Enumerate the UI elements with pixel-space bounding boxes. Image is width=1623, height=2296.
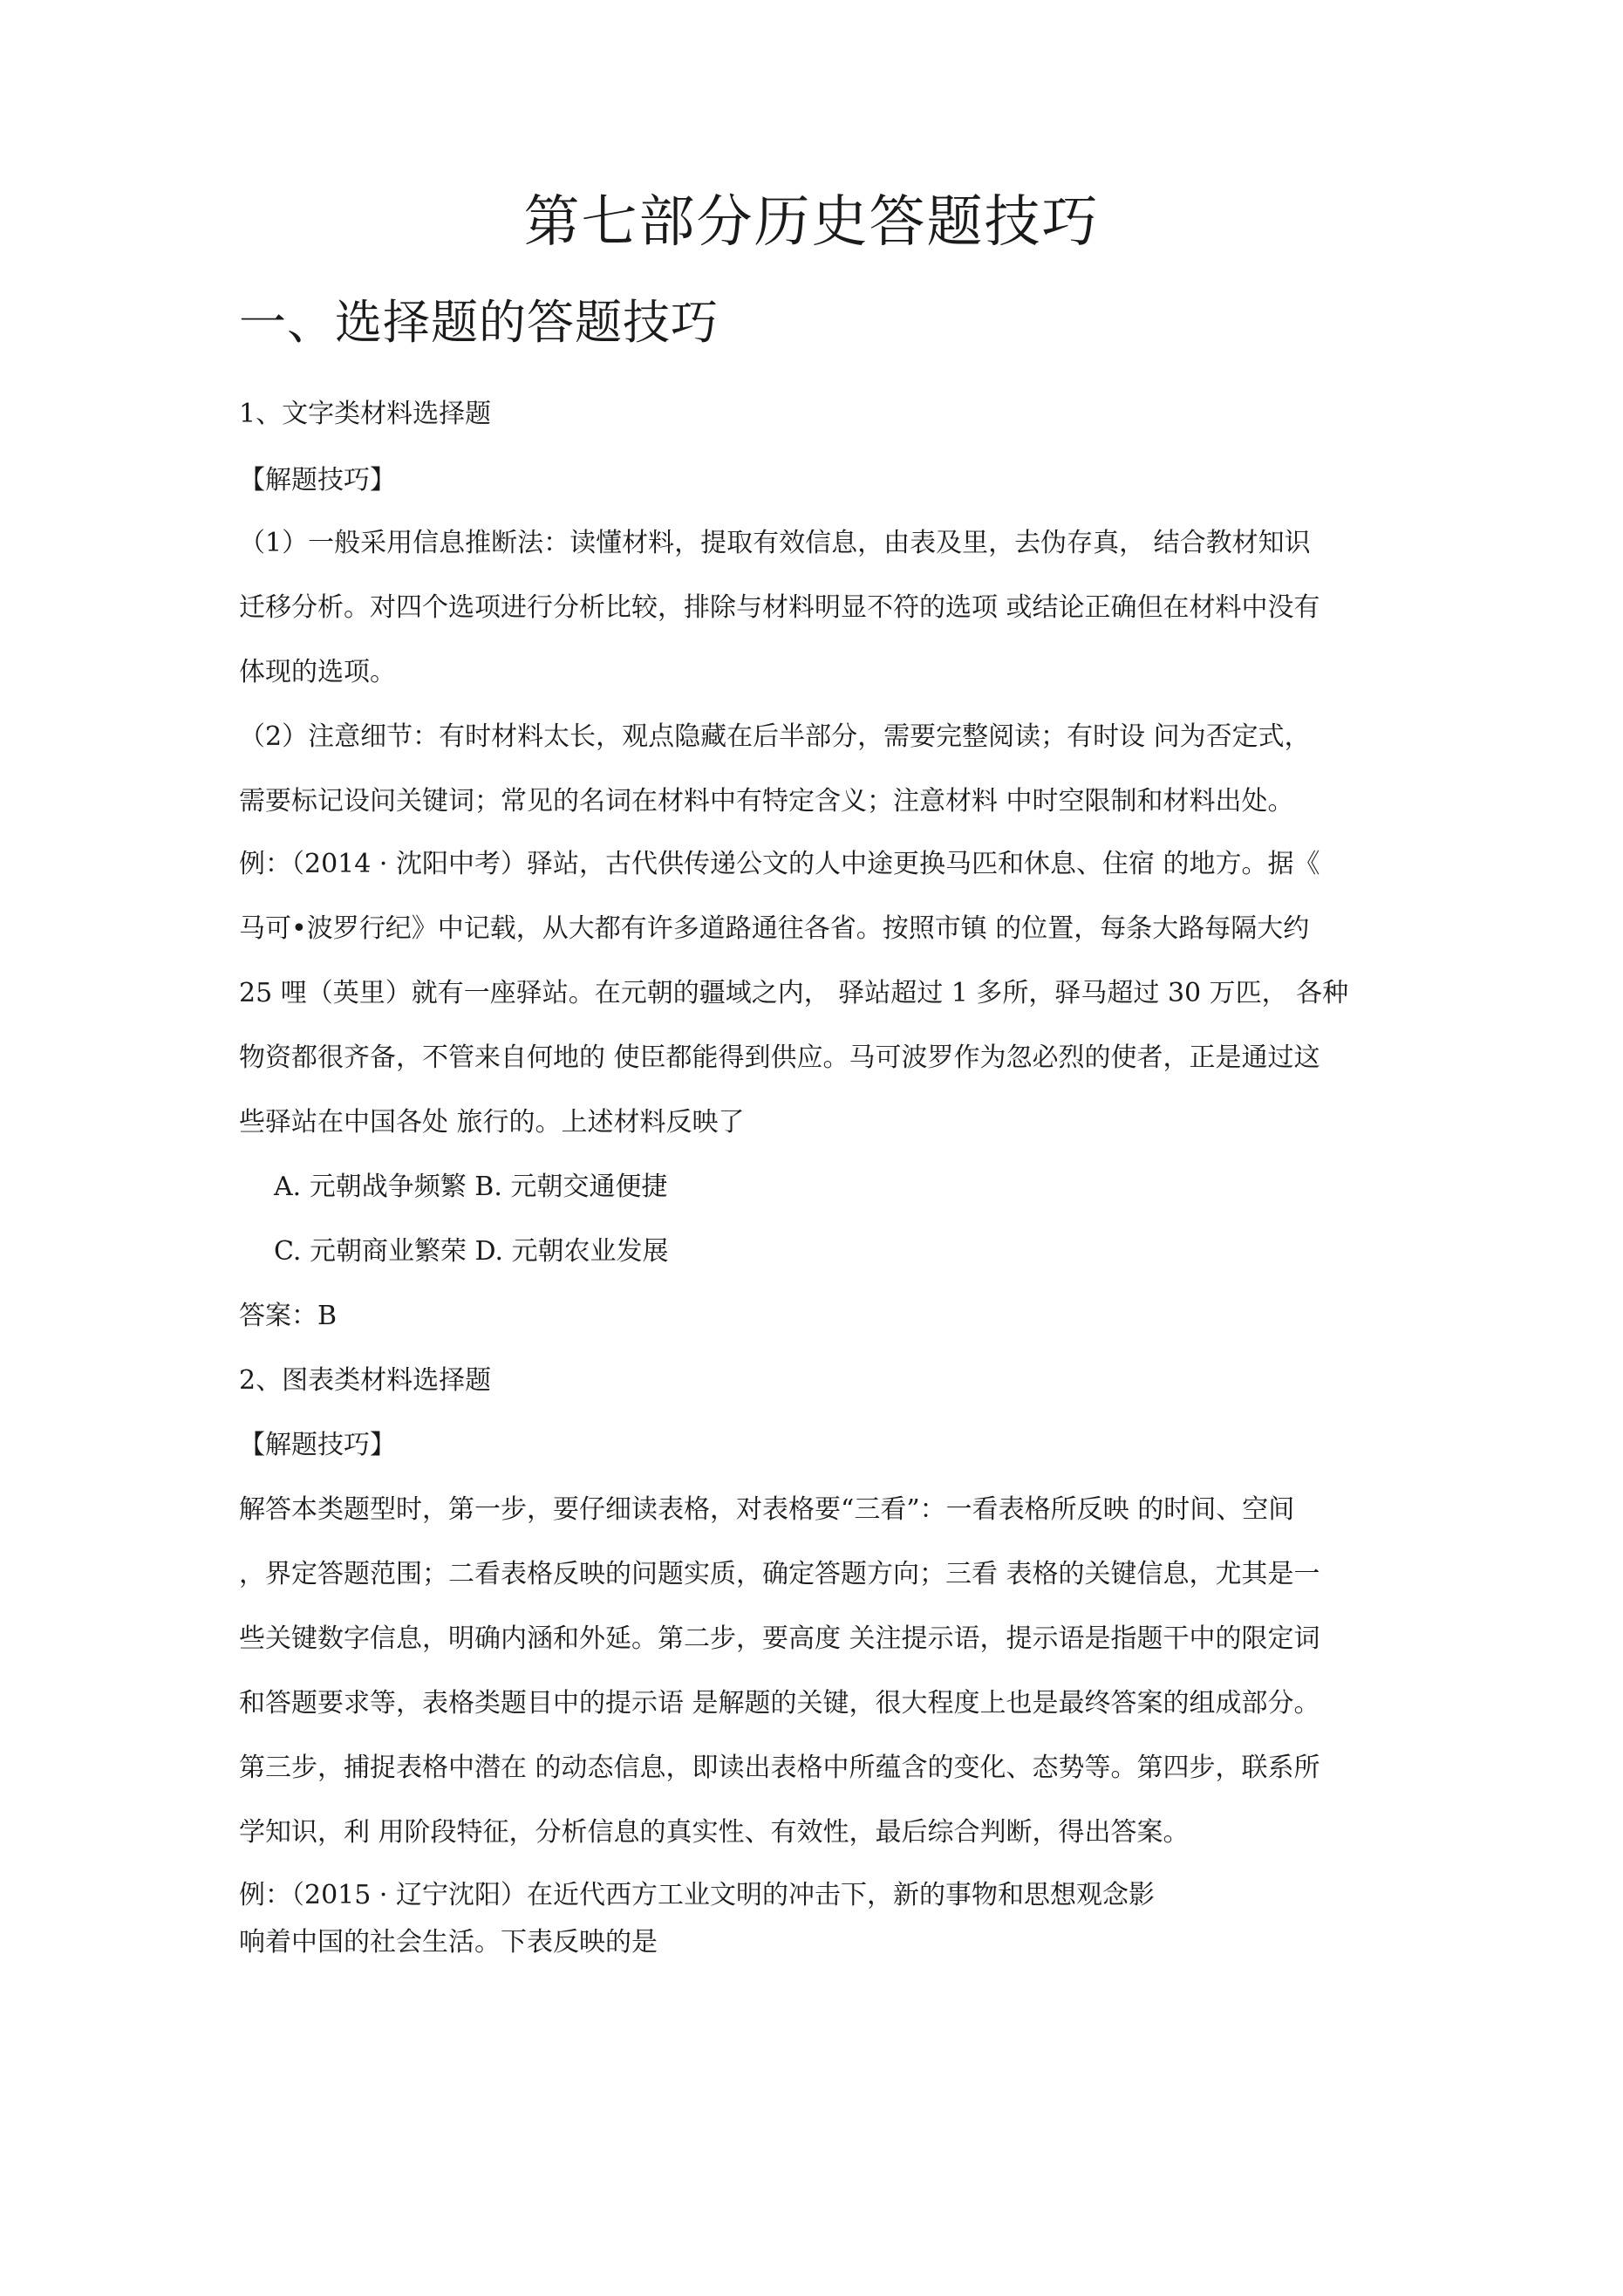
- paragraph-line: 些关键数字信息，明确内涵和外延。第二步，要高度 关注提示语，提示语是指题干中的限定词: [239, 1623, 1320, 1654]
- paragraph-line: 体现的选项。: [239, 657, 396, 687]
- paragraph-line: 解答本类题型时，第一步，要仔细读表格，对表格要“三看”：一看表格所反映 的时间、空间: [239, 1494, 1295, 1525]
- tips-label: 【解题技巧】: [239, 1430, 396, 1460]
- example-line: 例：（2015 · 辽宁沈阳）在近代西方工业文明的冲击下，新的事物和思想观念影: [239, 1880, 1155, 1910]
- paragraph-line: 第三步，捕捉表格中潜在 的动态信息，即读出表格中所蕴含的变化、态势等。第四步，联系所: [239, 1753, 1320, 1783]
- paragraph-line: 迁移分析。对四个选项进行分析比较，排除与材料明显不符的选项 或结论正确但在材料中没有: [239, 592, 1320, 623]
- example-line: 例：（2014 · 沈阳中考）驿站，古代供传递公文的人中途更换马匹和休息、住宿 的地方。据《: [239, 849, 1320, 879]
- answer-options-cd: C. 元朝商业繁荣 D. 元朝农业发展: [274, 1236, 669, 1267]
- section-heading: 一、选择题的答题技巧: [239, 295, 719, 350]
- example-line: 响着中国的社会生活。下表反映的是: [239, 1927, 658, 1958]
- answer-line: 答案：B: [239, 1301, 338, 1331]
- answer-options-ab: A. 元朝战争频繁 B. 元朝交通便捷: [274, 1172, 668, 1202]
- example-line: 25 哩（英里）就有一座驿站。在元朝的疆域之内， 驿站超过 1 多所，驿马超过 30 万匹， 各种: [239, 978, 1349, 1008]
- subsection-heading: 1、文字类材料选择题: [239, 399, 492, 429]
- example-line: 物资都很齐备，不管来自何地的 使臣都能得到供应。马可波罗作为忽必烈的使者，正是通过这: [239, 1042, 1320, 1073]
- paragraph-line: 需要标记设问关键词；常见的名词在材料中有特定含义；注意材料 中时空限制和材料出处。: [239, 786, 1294, 817]
- example-line: 些驿站在中国各处 旅行的。上述材料反映了: [239, 1107, 745, 1138]
- paragraph-line: （1）一般采用信息推断法：读懂材料，提取有效信息，由表及里，去伪存真， 结合教材知识: [239, 528, 1311, 558]
- example-line: 马可•波罗行纪》中记载，从大都有许多道路通往各省。按照市镇 的位置，每条大路每隔大约: [239, 913, 1310, 944]
- paragraph-line: 和答题要求等，表格类题目中的提示语 是解题的关键，很大程度上也是最终答案的组成部分。: [239, 1688, 1320, 1719]
- paragraph-line: （2）注意细节：有时材料太长，观点隐藏在后半部分，需要完整阅读；有时设 问为否定式，: [239, 721, 1311, 752]
- paragraph-line: 学知识，利 用阶段特征，分析信息的真实性、有效性，最后综合判断，得出答案。: [239, 1817, 1190, 1848]
- tips-label: 【解题技巧】: [239, 465, 396, 495]
- paragraph-line: ，界定答题范围；二看表格反映的问题实质，确定答题方向；三看 表格的关键信息，尤其是一: [239, 1559, 1320, 1589]
- page-title: 第七部分历史答题技巧: [523, 190, 1100, 255]
- subsection-heading: 2、图表类材料选择题: [239, 1365, 492, 1396]
